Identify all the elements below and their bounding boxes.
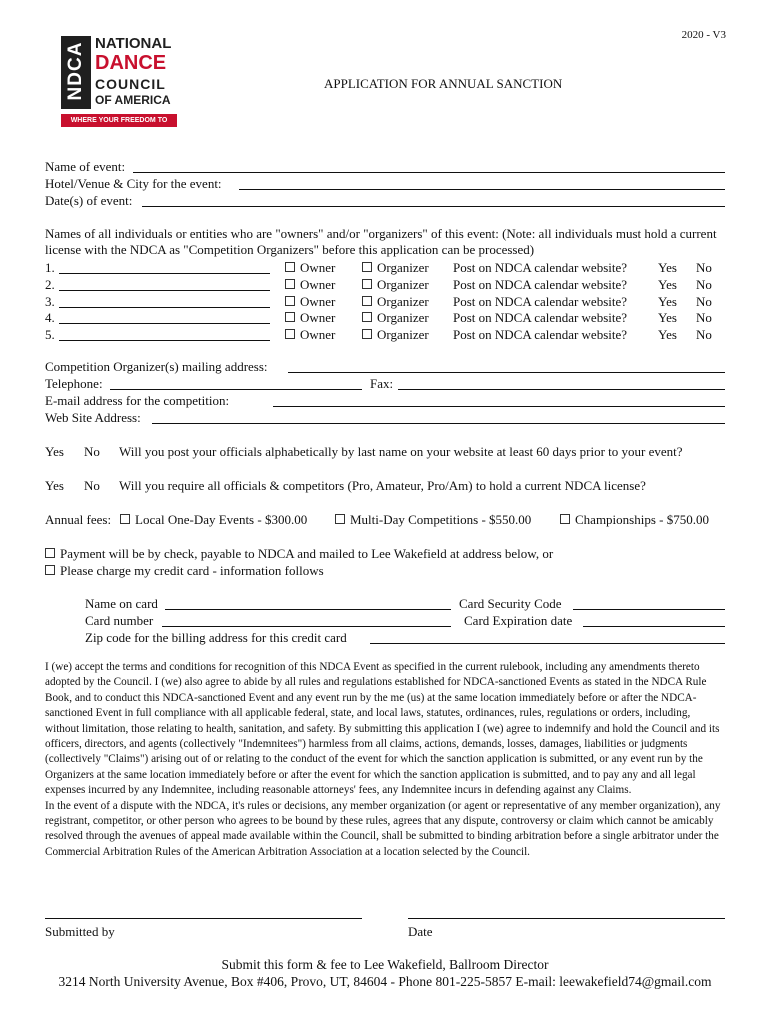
email-label: E-mail address for the competition: — [45, 393, 230, 408]
fax-field[interactable] — [398, 389, 725, 390]
footer-line1: Submit this form & fee to Lee Wakefield, Ballroom Director — [221, 957, 549, 972]
post-yes-option[interactable]: Yes — [658, 327, 677, 342]
legal-terms-p2: In the event of a dispute with the NDCA, it's rules or decisions, any member organization (or agent or representative of any member organization), any registrant, competitor, or other person who agrees to be bound by these rules, agrees that any dispute, controversy or claim which cannot be amicably resolved through the avenues of appeal made available within the Council, shall be submitted to binding arbitration before a single arbitrator under the Commercial Arbitration Rules of the American Arbitration Association at a location selected by the Council. — [45, 799, 721, 858]
dates-field[interactable] — [142, 206, 725, 207]
post-no-option[interactable]: No — [696, 310, 712, 325]
q2-text: Will you require all officials & competitors (Pro, Amateur, Pro/Am) to hold a current NDCA license? — [119, 478, 646, 493]
q2-no[interactable]: No — [84, 478, 100, 493]
owner-checkbox[interactable] — [285, 329, 295, 339]
post-yes-option[interactable]: Yes — [658, 294, 677, 309]
q1-yes[interactable]: Yes — [45, 444, 64, 459]
zip-label: Zip code for the billing address for this credit card — [85, 630, 347, 645]
logo-abbr-block — [61, 36, 91, 109]
email-field[interactable] — [273, 406, 725, 407]
page-title: APPLICATION FOR ANNUAL SANCTION — [324, 76, 563, 91]
organizer-label: Organizer — [377, 310, 429, 325]
post-yes-option[interactable]: Yes — [658, 260, 677, 275]
owner-option[interactable] — [285, 294, 335, 309]
owner-option[interactable] — [285, 327, 335, 342]
owners-intro: Names of all individuals or entities who are "owners" and/or "organizers" of this event: (Note: all individuals must hold a current license with the NDCA as "Competition Organizers" before this application can be processed) — [45, 226, 717, 257]
fee-championships-label: Championships - $750.00 — [575, 512, 709, 527]
q1-text: Will you post your officials alphabetically by last name on your website at least 60 days prior to your event? — [119, 444, 683, 459]
footer-line2: 3214 North University Avenue, Box #406, Provo, UT, 84604 - Phone 801-225-5857 E-mail: leewakefield74@gmail.com — [58, 974, 712, 989]
pay-check-option[interactable] — [45, 546, 553, 561]
organizer-option[interactable] — [362, 260, 429, 275]
owner-name-field[interactable] — [59, 290, 270, 291]
owner-option[interactable] — [285, 260, 335, 275]
post-calendar-question: Post on NDCA calendar website? — [453, 260, 628, 275]
legal-terms-p1: I (we) accept the terms and conditions for recognition of this NDCA Event as specified in the current rulebook, including any amendments thereto adopted by the Council. I (we) also agree to abide by all rules and regulations established for NDCA-sanctioned Events as stated in the NDCA Rule Book, and to conduct this NDCA-sanctioned Event and any event run by the me (us) at the same location immediately before or after the NDCA-sanctioned Event in full compliance with all applicable federal, state, and local laws, statutes, ordinances, rules, regulations or orders, including, without limitation, those relating to health, sanitation, and safety. By submitting this application I (we) agree to indemnify and hold the Council and its officers, directors, and agents (collectively "Indemnitees") harmless from all claims, actions, demands, losses, damages, liabilities or judgments (collectively "Claims") arising out of or relating to the conduct of the event for which the sanction application is submitted, or any event run by the Organizers at the same location immediately before or after the event for which the sanction application is submitted, and to pay any and all legal expenses incurred by any Indemnitee, including reasonable attorneys' fees, any Indemnitee incurs in defending against any Claims. — [45, 661, 720, 797]
event-name-field[interactable] — [133, 172, 725, 173]
owner-label: Owner — [300, 294, 336, 309]
organizer-checkbox[interactable] — [362, 312, 372, 322]
owner-option[interactable] — [285, 310, 335, 325]
owner-label: Owner — [300, 260, 336, 275]
fees-label: Annual fees: — [45, 512, 112, 527]
owner-name-field[interactable] — [59, 340, 270, 341]
legal-terms — [45, 660, 725, 860]
fee-local-label: Local One-Day Events - $300.00 — [135, 512, 308, 527]
fee-multi-checkbox[interactable] — [335, 514, 345, 524]
organizer-checkbox[interactable] — [362, 296, 372, 306]
organizer-label: Organizer — [377, 327, 429, 342]
name-on-card-field[interactable] — [165, 609, 451, 610]
owner-name-field[interactable] — [59, 323, 270, 324]
post-calendar-question: Post on NDCA calendar website? — [453, 310, 628, 325]
card-number-label: Card number — [85, 613, 154, 628]
q2-yes[interactable]: Yes — [45, 478, 64, 493]
zip-field[interactable] — [370, 643, 725, 644]
organizer-checkbox[interactable] — [362, 279, 372, 289]
security-code-label: Card Security Code — [459, 596, 562, 611]
post-calendar-question: Post on NDCA calendar website? — [453, 294, 628, 309]
owner-label: Owner — [300, 310, 336, 325]
owner-checkbox[interactable] — [285, 312, 295, 322]
organizer-checkbox[interactable] — [362, 262, 372, 272]
telephone-field[interactable] — [110, 389, 362, 390]
post-yes-option[interactable]: Yes — [658, 277, 677, 292]
fee-multi-label: Multi-Day Competitions - $550.00 — [350, 512, 532, 527]
fax-label: Fax: — [370, 376, 394, 391]
date-field[interactable] — [408, 918, 725, 919]
date-label: Date — [408, 924, 433, 939]
organizer-label: Organizer — [377, 260, 429, 275]
expiration-field[interactable] — [583, 626, 725, 627]
owner-label: Owner — [300, 327, 336, 342]
owner-label: Owner — [300, 277, 336, 292]
fee-multi-option[interactable] — [335, 512, 531, 527]
post-no-option[interactable]: No — [696, 260, 712, 275]
submitted-by-label: Submitted by — [45, 924, 115, 939]
logo-abbr: NDCA — [65, 41, 86, 101]
venue-field[interactable] — [239, 189, 725, 190]
mailing-label: Competition Organizer(s) mailing address: — [45, 359, 268, 374]
submitted-by-field[interactable] — [45, 918, 362, 919]
event-name-label: Name of event: — [45, 159, 126, 174]
q1-no[interactable]: No — [84, 444, 100, 459]
owner-row-number: 1. — [45, 260, 55, 275]
post-no-option[interactable]: No — [696, 327, 712, 342]
fee-championships-checkbox[interactable] — [560, 514, 570, 524]
pay-card-checkbox[interactable] — [45, 565, 55, 575]
mailing-field[interactable] — [288, 372, 725, 373]
owner-name-field[interactable] — [59, 273, 270, 274]
owner-checkbox[interactable] — [285, 279, 295, 289]
logo-line2: DANCE — [95, 52, 167, 74]
name-on-card-label: Name on card — [85, 596, 158, 611]
pay-card-label: Please charge my credit card - information follows — [60, 563, 324, 578]
logo-tagline: WHERE YOUR FREEDOM TO DANCE LIVES — [61, 114, 177, 127]
fee-local-option[interactable] — [120, 512, 307, 527]
post-no-option[interactable]: No — [696, 294, 712, 309]
owner-checkbox[interactable] — [285, 296, 295, 306]
pay-card-option[interactable] — [45, 563, 324, 578]
owner-row-number: 2. — [45, 277, 55, 292]
organizer-option[interactable] — [362, 294, 429, 309]
post-calendar-question: Post on NDCA calendar website? — [453, 327, 628, 342]
owner-name-field[interactable] — [59, 307, 270, 308]
organizer-label: Organizer — [377, 294, 429, 309]
telephone-label: Telephone: — [45, 376, 103, 391]
owner-option[interactable] — [285, 277, 335, 292]
website-field[interactable] — [152, 423, 725, 424]
organizer-option[interactable] — [362, 327, 429, 342]
post-yes-option[interactable]: Yes — [658, 310, 677, 325]
venue-label: Hotel/Venue & City for the event: — [45, 176, 222, 191]
fee-local-checkbox[interactable] — [120, 514, 130, 524]
version-label: 2020 - V3 — [681, 29, 726, 41]
pay-check-checkbox[interactable] — [45, 548, 55, 558]
pay-check-label: Payment will be by check, payable to NDCA and mailed to Lee Wakefield at address below, or — [60, 546, 554, 561]
organizer-checkbox[interactable] — [362, 329, 372, 339]
owner-row-number: 3. — [45, 294, 55, 309]
card-number-field[interactable] — [162, 626, 451, 627]
logo-line3: COUNCIL — [95, 76, 166, 92]
logo-line1: NATIONAL — [95, 35, 172, 52]
organizer-option[interactable] — [362, 277, 429, 292]
security-code-field[interactable] — [573, 609, 725, 610]
expiration-label: Card Expiration date — [464, 613, 573, 628]
organizer-option[interactable] — [362, 310, 429, 325]
ndca-logo — [61, 35, 177, 137]
organizer-label: Organizer — [377, 277, 429, 292]
post-calendar-question: Post on NDCA calendar website? — [453, 277, 628, 292]
owner-row-number: 5. — [45, 327, 55, 342]
owner-row-number: 4. — [45, 310, 55, 325]
logo-line4: OF AMERICA — [95, 93, 171, 107]
owner-checkbox[interactable] — [285, 262, 295, 272]
post-no-option[interactable]: No — [696, 277, 712, 292]
dates-label: Date(s) of event: — [45, 193, 133, 208]
website-label: Web Site Address: — [45, 410, 141, 425]
fee-championships-option[interactable] — [560, 512, 709, 527]
